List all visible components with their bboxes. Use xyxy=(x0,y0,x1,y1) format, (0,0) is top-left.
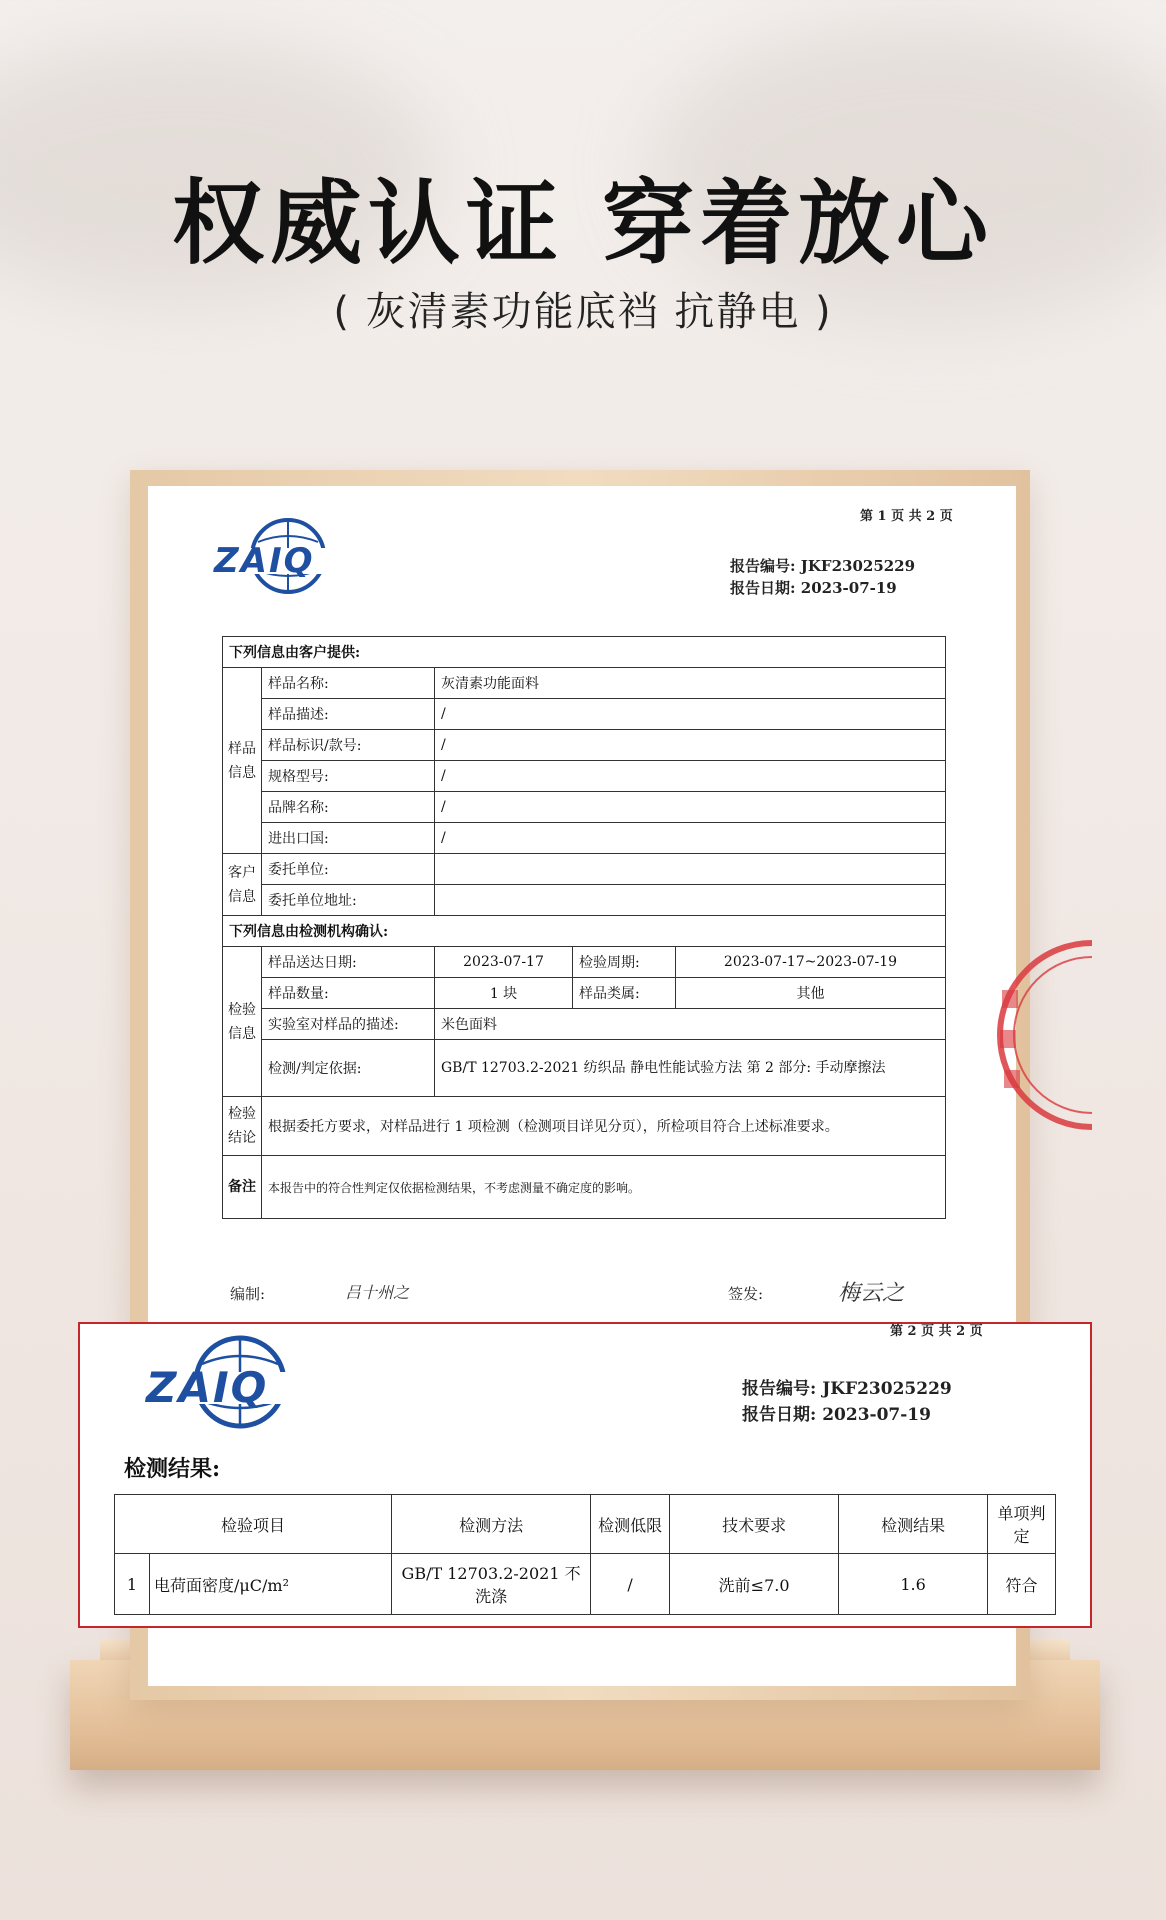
table-row xyxy=(115,1554,1056,1615)
form-label: 委托单位地址: xyxy=(262,885,435,916)
logo-text: ZAIQ xyxy=(146,1363,269,1412)
zaiq-logo xyxy=(210,512,370,602)
report-no-label: 报告编号: xyxy=(730,557,796,575)
form-label: 样品类属: xyxy=(573,978,676,1009)
results-header: 技术要求 xyxy=(670,1495,839,1554)
inspect-group-label: 检验信息 xyxy=(223,947,262,1097)
remark-value: 本报告中的符合性判定仅依据检测结果，不考虑测量不确定度的影响。 xyxy=(262,1156,946,1219)
form-label: 规格型号: xyxy=(262,761,435,792)
form-value: / xyxy=(435,792,946,823)
logo-text: ZAIQ xyxy=(214,541,315,581)
form-label: 检测/判定依据: xyxy=(262,1040,435,1097)
page-number: 第 1 页 共 2 页 xyxy=(860,509,953,524)
form-value: 米色面料 xyxy=(435,1009,946,1040)
form-value xyxy=(435,854,946,885)
results-title: 检测结果: xyxy=(124,1456,221,1482)
results-table xyxy=(114,1494,1056,1615)
issuer-signature: 梅云之 xyxy=(838,1281,905,1306)
form-value: / xyxy=(435,823,946,854)
sample-group-label: 样品信息 xyxy=(223,668,262,854)
form-label: 实验室对样品的描述: xyxy=(262,1009,435,1040)
results-header: 检测低限 xyxy=(591,1495,670,1554)
results-header: 检测结果 xyxy=(839,1495,988,1554)
conclusion-group-label: 检验结论 xyxy=(223,1097,262,1156)
row-result: 1.6 xyxy=(839,1554,988,1615)
editor-signature: 吕十州之 xyxy=(345,1283,410,1302)
row-requirement: 洗前≤7.0 xyxy=(670,1554,839,1615)
report-meta xyxy=(742,1376,952,1428)
subline: ( 灰清素功能底裆 抗静电 ) xyxy=(333,289,833,335)
client-section-header: 下列信息由客户提供: xyxy=(223,637,946,668)
form-label: 委托单位: xyxy=(262,854,435,885)
report-date: 2023-07-19 xyxy=(800,579,897,597)
form-label: 样品送达日期: xyxy=(262,947,435,978)
red-seal-stamp xyxy=(982,930,1092,1140)
row-method: GB/T 12703.2-2021 不洗涤 xyxy=(392,1554,591,1615)
editor-label: 编制: xyxy=(230,1285,266,1303)
row-item: 电荷面密度/μC/m² xyxy=(150,1554,392,1615)
form-value: 2023-07-17 xyxy=(435,947,573,978)
remark-label: 备注 xyxy=(223,1156,262,1219)
report-no: JKF23025229 xyxy=(800,557,916,575)
row-limit: / xyxy=(591,1554,670,1615)
form-value xyxy=(435,885,946,916)
form-value: / xyxy=(435,699,946,730)
form-label: 检验周期: xyxy=(573,947,676,978)
form-value: / xyxy=(435,730,946,761)
report-meta xyxy=(730,555,915,599)
row-index: 1 xyxy=(115,1554,150,1615)
report-form-table xyxy=(222,636,946,1219)
form-value: / xyxy=(435,761,946,792)
row-judgement: 符合 xyxy=(988,1554,1056,1615)
form-label: 进出口国: xyxy=(262,823,435,854)
report-date-label: 报告日期: xyxy=(742,1405,817,1425)
report-date: 2023-07-19 xyxy=(822,1405,931,1425)
form-value: 2023-07-17~2023-07-19 xyxy=(676,947,946,978)
form-value: 1 块 xyxy=(435,978,573,1009)
form-label: 样品数量: xyxy=(262,978,435,1009)
results-header: 单项判定 xyxy=(988,1495,1056,1554)
form-label: 样品名称: xyxy=(262,668,435,699)
headline: 权威认证 穿着放心 xyxy=(171,170,995,277)
client-group-label: 客户信息 xyxy=(223,854,262,916)
form-value: GB/T 12703.2-2021 纺织品 静电性能试验方法 第 2 部分: 手动摩擦法 xyxy=(435,1040,946,1097)
page-number: 第 2 页 共 2 页 xyxy=(890,1324,983,1339)
form-label: 样品描述: xyxy=(262,699,435,730)
form-label: 样品标识/款号: xyxy=(262,730,435,761)
form-value: 其他 xyxy=(676,978,946,1009)
report-no: JKF23025229 xyxy=(822,1379,952,1399)
conclusion-value: 根据委托方要求，对样品进行 1 项检测（检测项目详见分页），所检项目符合上述标准要求。 xyxy=(262,1097,946,1156)
report-date-label: 报告日期: xyxy=(730,579,796,597)
form-value: 灰清素功能面料 xyxy=(435,668,946,699)
form-label: 品牌名称: xyxy=(262,792,435,823)
lab-section-header: 下列信息由检测机构确认: xyxy=(223,916,946,947)
results-header: 检测方法 xyxy=(392,1495,591,1554)
issuer-label: 签发: xyxy=(728,1285,764,1303)
report-no-label: 报告编号: xyxy=(742,1379,817,1399)
zaiq-logo xyxy=(140,1328,340,1438)
results-header: 检验项目 xyxy=(115,1495,392,1554)
